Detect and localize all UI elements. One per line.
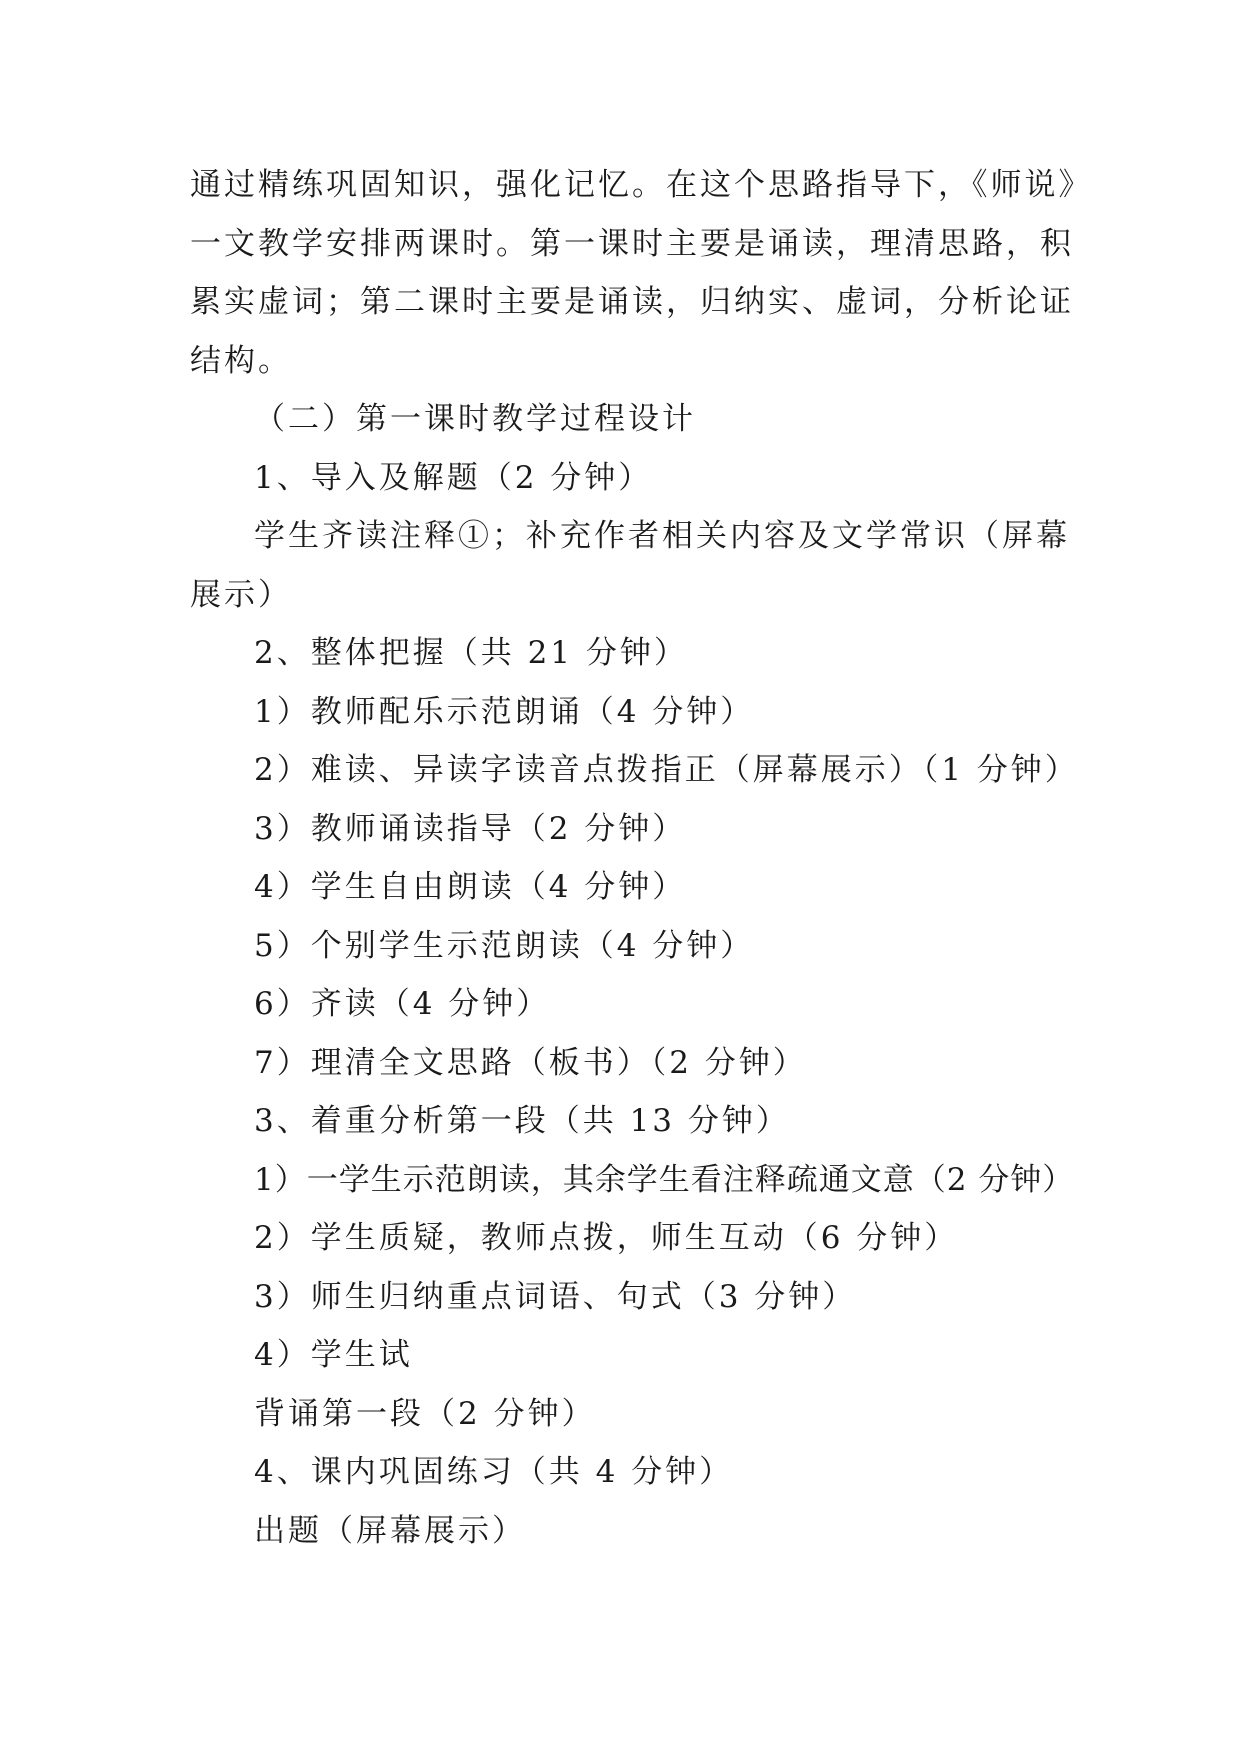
list-item: 5）个别学生示范朗读（4 分钟） xyxy=(254,927,755,964)
step-body: 出题（屏幕展示） xyxy=(254,1512,526,1549)
step-title: 1、导入及解题（2 分钟） xyxy=(254,459,653,496)
step-title: 4、课内巩固练习（共 4 分钟） xyxy=(254,1454,734,1490)
list-item: 7）理清全文思路（板书）（2 分钟） xyxy=(254,1044,807,1081)
list-item: 2）学生质疑，教师点拨，师生互动（6 分钟） xyxy=(254,1220,959,1256)
step-title: 2、整体把握（共 21 分钟） xyxy=(254,635,688,671)
paragraph-line: 结构。 xyxy=(190,342,292,379)
paragraph-line: 累实虚词；第二课时主要是诵读，归纳实、虚词，分析论证 xyxy=(190,284,1074,320)
paragraph-line: 一文教学安排两课时。第一课时主要是诵读，理清思路，积 xyxy=(190,225,1074,262)
step-body: 展示） xyxy=(190,576,292,613)
list-item: 2）难读、异读字读音点拨指正（屏幕展示）（1 分钟） xyxy=(254,752,1079,788)
list-item: 4）学生试 xyxy=(254,1337,413,1373)
list-item: 6）齐读（4 分钟） xyxy=(254,986,551,1022)
list-item: 1）教师配乐示范朗诵（4 分钟） xyxy=(254,693,755,730)
list-item: 背诵第一段（2 分钟） xyxy=(254,1395,596,1432)
list-item: 4）学生自由朗读（4 分钟） xyxy=(254,869,687,905)
list-item: 1）一学生示范朗读，其余学生看注释疏通文意（2 分钟） xyxy=(254,1161,1075,1198)
step-title: 3、着重分析第一段（共 13 分钟） xyxy=(254,1103,790,1139)
step-body: 学生齐读注释①；补充作者相关内容及文学常识（屏幕 xyxy=(254,518,1070,554)
section-heading: （二）第一课时教学过程设计 xyxy=(254,401,696,437)
list-item: 3）教师诵读指导（2 分钟） xyxy=(254,810,687,847)
list-item: 3）师生归纳重点词语、句式（3 分钟） xyxy=(254,1278,857,1315)
document-page xyxy=(190,156,1093,1560)
paragraph-line: 通过精练巩固知识，强化记忆。在这个思路指导下，《师说》 xyxy=(190,167,1093,203)
